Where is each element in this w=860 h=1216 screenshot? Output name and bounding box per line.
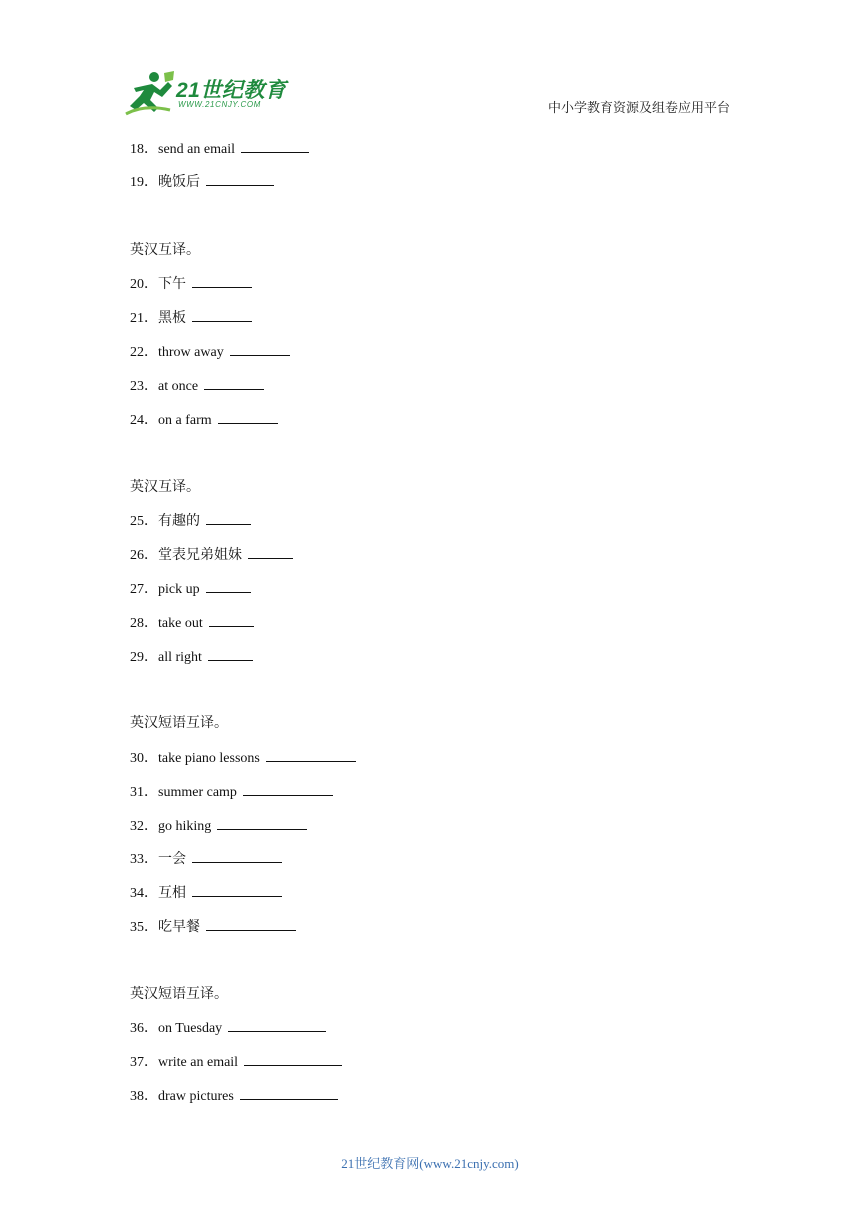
page-header [0,0,860,130]
answer-blank[interactable] [206,916,296,931]
answer-blank[interactable] [209,612,254,627]
list-item: 21．黑板 [130,307,252,327]
answer-blank[interactable] [206,578,251,593]
list-item: 37．write an email [130,1051,342,1071]
list-item: 34．互相 [130,882,282,902]
answer-blank[interactable] [266,747,356,762]
section-heading: 英汉短语互译。 [130,987,228,1002]
answer-blank[interactable] [192,307,252,322]
list-item: 26．堂表兄弟姐妹 [130,544,293,564]
runner-logo-icon [124,70,176,116]
list-item: 29．all right [130,646,253,666]
header-tagline: 中小学教育资源及组卷应用平台 [547,100,730,115]
answer-blank[interactable] [192,848,282,863]
list-item: 28．take out [130,612,254,632]
answer-blank[interactable] [248,544,293,559]
answer-blank[interactable] [217,815,307,830]
logo-subtext: WWW.21CNJY.COM [178,100,261,109]
footer-text: 21世纪教育网(www.21cnjy.com) [341,1156,519,1171]
answer-blank[interactable] [208,646,253,661]
section-heading: 英汉互译。 [130,243,200,258]
answer-blank[interactable] [240,1085,338,1100]
list-item: 31．summer camp [130,781,333,801]
answer-blank[interactable] [206,171,274,186]
answer-blank[interactable] [241,138,309,153]
list-item: 33．一会 [130,848,282,868]
list-item: 20．下午 [130,273,252,293]
logo-text: 21世纪教育 [176,79,287,102]
answer-blank[interactable] [244,1051,342,1066]
list-item: 23．at once [130,375,264,395]
list-item: 18．send an email [130,138,309,158]
answer-blank[interactable] [206,510,251,525]
answer-blank[interactable] [230,341,290,356]
answer-blank[interactable] [243,781,333,796]
list-item: 30．take piano lessons [130,747,356,767]
logo [124,70,294,116]
list-item: 38．draw pictures [130,1085,338,1105]
answer-blank[interactable] [192,273,252,288]
answer-blank[interactable] [218,409,278,424]
answer-blank[interactable] [228,1017,326,1032]
answer-blank[interactable] [204,375,264,390]
list-item: 35．吃早餐 [130,916,296,936]
list-item: 27．pick up [130,578,251,598]
section-heading: 英汉互译。 [130,480,200,495]
list-item: 36．on Tuesday [130,1017,326,1037]
list-item: 24．on a farm [130,409,278,429]
answer-blank[interactable] [192,882,282,897]
list-item: 32．go hiking [130,815,307,835]
list-item: 25．有趣的 [130,510,251,530]
list-item: 19．晚饭后 [130,171,274,191]
list-item: 22．throw away [130,341,290,361]
section-heading: 英汉短语互译。 [130,716,228,731]
